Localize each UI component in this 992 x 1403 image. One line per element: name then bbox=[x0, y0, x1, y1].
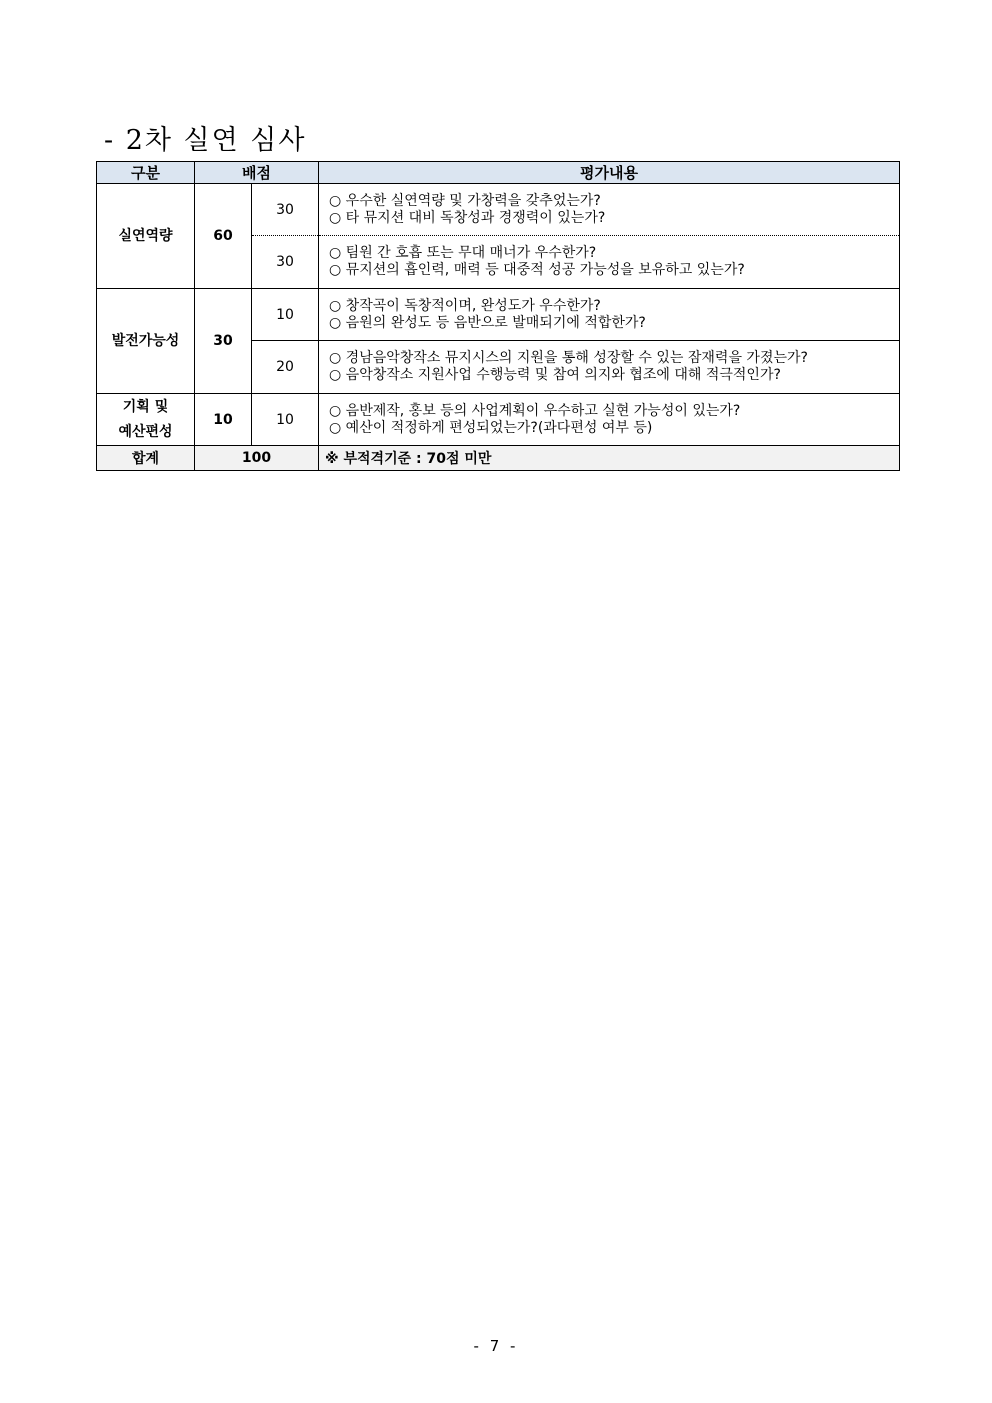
disqualification-note: ※ 부적격기준 : 70점 미만 bbox=[319, 446, 900, 471]
table-row bbox=[97, 394, 900, 446]
page-number: - 7 - bbox=[473, 1337, 519, 1355]
table-header-row bbox=[97, 162, 900, 184]
sub-score-cell: 30 bbox=[252, 236, 319, 289]
evaluation-table bbox=[96, 161, 900, 471]
criteria-line: ○ 경남음악창작소 뮤지시스의 지원을 통해 성장할 수 있는 잠재력을 가졌는가? bbox=[329, 350, 808, 366]
total-score: 100 bbox=[195, 446, 319, 471]
header-content: 평가내용 bbox=[319, 162, 900, 184]
table-row bbox=[97, 289, 900, 341]
criteria-cell bbox=[319, 289, 900, 341]
category-cell bbox=[97, 394, 195, 446]
criteria-line: ○ 예산이 적정하게 편성되었는가?(과다편성 여부 등) bbox=[329, 419, 653, 436]
sub-score-cell: 20 bbox=[252, 341, 319, 394]
criteria-cell bbox=[319, 236, 900, 289]
category-label: 기획 및 bbox=[122, 398, 169, 415]
category-cell bbox=[97, 289, 195, 394]
total-label: 합계 bbox=[97, 446, 195, 471]
criteria-cell bbox=[319, 341, 900, 394]
header-category: 구분 bbox=[97, 162, 195, 184]
criteria-line: ○ 우수한 실연역량 및 가창력을 갖추었는가? bbox=[329, 192, 601, 209]
criteria-line: ○ 창작곡이 독창적이며, 완성도가 우수한가? bbox=[329, 297, 601, 314]
criteria-line: ○ 타 뮤지션 대비 독창성과 경쟁력이 있는가? bbox=[329, 209, 606, 226]
category-label: 실연역량 bbox=[118, 227, 173, 244]
group-score-cell: 60 bbox=[195, 184, 252, 289]
category-label: 예산편성 bbox=[118, 423, 173, 440]
sub-score-cell: 10 bbox=[252, 394, 319, 446]
section-title: - 2차 실연 심사 bbox=[104, 125, 307, 156]
criteria-cell bbox=[319, 184, 900, 236]
group-score-cell: 30 bbox=[195, 289, 252, 394]
criteria-cell bbox=[319, 394, 900, 446]
criteria-line: ○ 팀원 간 호흡 또는 무대 매너가 우수한가? bbox=[329, 245, 597, 261]
header-score: 배점 bbox=[195, 162, 319, 184]
total-row bbox=[97, 446, 900, 471]
category-cell bbox=[97, 184, 195, 289]
criteria-line: ○ 음반제작, 홍보 등의 사업계획이 우수하고 실현 가능성이 있는가? bbox=[329, 402, 741, 419]
category-label: 발전가능성 bbox=[111, 332, 180, 349]
sub-score-cell: 30 bbox=[252, 184, 319, 236]
criteria-line: ○ 음원의 완성도 등 음반으로 발매되기에 적합한가? bbox=[329, 314, 646, 331]
sub-score-cell: 10 bbox=[252, 289, 319, 341]
criteria-line: ○ 음악창작소 지원사업 수행능력 및 참여 의지와 협조에 대해 적극적인가? bbox=[329, 367, 781, 383]
criteria-line: ○ 뮤지션의 흡인력, 매력 등 대중적 성공 가능성을 보유하고 있는가? bbox=[329, 262, 745, 278]
table-row bbox=[97, 184, 900, 236]
group-score-cell: 10 bbox=[195, 394, 252, 446]
